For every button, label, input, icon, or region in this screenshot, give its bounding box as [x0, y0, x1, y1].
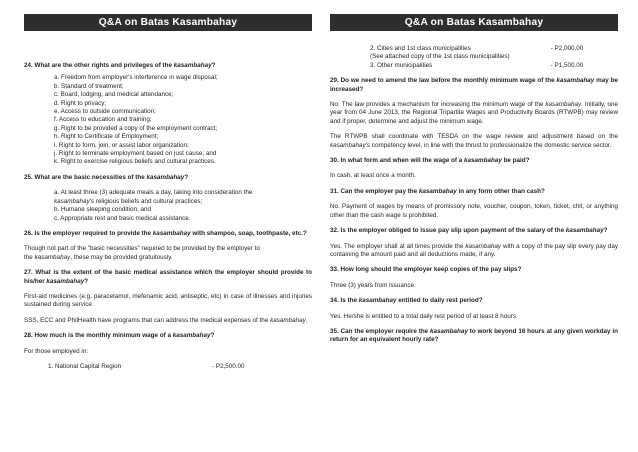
- necessities-list: [24, 189, 312, 223]
- left-banner-title: Q&A on Batas Kasambahay: [24, 14, 312, 31]
- list-item: d. Right to privacy;: [54, 99, 107, 107]
- question-35: 35. Can the employer require the kasambahay to work beyond 16 hours at any given workday in return for an equivalent hourly rate?: [330, 327, 619, 344]
- question-32: 32. Is the employer obliged to issue pay slip upon payment of the salary of the kasambahay?: [330, 227, 608, 235]
- wage-row-ncr: 1. National Capital Region - P2,500.00: [48, 362, 245, 370]
- list-item: h. Right to Certificate of Employment;: [54, 133, 159, 141]
- question-29: 29. Do we need to amend the law before the monthly minimum wage of the kasambahay may be increased?: [330, 77, 618, 93]
- question-24: 24. What are the other rights and privileges of the kasambahay?: [24, 62, 216, 69]
- right-banner-title: Q&A on Batas Kasambahay: [330, 14, 618, 31]
- answer-28: For those employed in:: [24, 347, 89, 355]
- rights-list: [24, 74, 312, 166]
- list-item: f. Access to education and training;: [54, 116, 152, 124]
- list-item: c. Appropriate rest and basic medical assistance.: [54, 214, 191, 222]
- list-item: k. Right to exercise religious beliefs and cultural practices.: [54, 158, 216, 166]
- list-item: i. Right to form, join, or assist labor organization;: [54, 141, 189, 149]
- question-25: 25. What are the basic necessities of the kasambahay?: [24, 173, 189, 181]
- question-28: 28. How much is the monthly minimum wage of a kasambahay?: [24, 332, 215, 340]
- question-33: 33. How long should the employer keep copies of the pay slips?: [330, 266, 522, 274]
- list-item: j. Right to terminate employment based on just cause; and: [54, 150, 217, 158]
- answer-26: Though not part of the "basic necessities" required to be provided by the employer to the kasambahay, these may be provided gratuitously.: [24, 245, 260, 261]
- answer-29-rtwpb: The RTWPB shall coordinate with TESDA on the wage review and adjustment based on the kasambahay's competency level, in line with the thrust to professionalize the domestic service sector.: [330, 133, 618, 149]
- list-item: c. Board, lodging, and medical attendance;: [54, 91, 174, 99]
- right-column: [330, 14, 618, 345]
- list-item: b. Humane sleeping condition; and: [54, 206, 151, 214]
- answer-34: Yes. He/she is entitled to a total daily rest period of at least 8 hours.: [330, 312, 518, 320]
- list-item: kasambahay's religious beliefs and cultural practices;: [54, 197, 203, 205]
- question-30: 30. In what form and when will the wage of a kasambahay be paid?: [330, 157, 530, 165]
- answer-33: Three (3) years from issuance.: [330, 281, 416, 289]
- list-item: e. Access to outside communication;: [54, 108, 156, 116]
- answer-30: In cash, at least once a month.: [330, 172, 416, 180]
- list-item: g. Right to be provided a copy of the employment contract;: [54, 124, 218, 132]
- list-item: b. Standard of treatment;: [54, 82, 124, 90]
- list-item: a. Freedom from employer's interference in wage disposal;: [54, 74, 218, 82]
- question-31: 31. Can the employer pay the kasambahay in any form other than cash?: [330, 187, 545, 195]
- answer-29: No. The law provides a mechanism for increasing the minimum wage of the kasambahay. Initially, one year from 04 June 2013, the Regional Tripartite Wages and Productivity Boards (RTWPB) may review and if proper, determine and adjust the minimum wage.: [330, 101, 618, 125]
- question-27: 27. What is the extent of the basic medical assistance which the employer should provide to his/her kasambahay?: [24, 269, 312, 285]
- wage-row-cities: 2. Cities and 1st class municipalities - P2,000.00: [370, 45, 584, 52]
- answer-32: Yes. The employer shall at all times provide the kasambahay with a copy of the pay slip every pay day containing the amount paid and all deductions made, if any.: [330, 242, 618, 258]
- answer-31: No. Payment of wages by means of promissory note, voucher, coupon, token, ticket, chit, or anything other than the cash wage is prohibited.: [330, 203, 618, 219]
- answer-27-programs: SSS, ECC and PhilHealth have programs that can address the medical expenses of the kasambahay.: [24, 316, 308, 324]
- wage-row-other: 3. Other municipalities - P1,500.00: [370, 61, 584, 69]
- list-item: a. At least three (3) adequate meals a day, taking into consideration the: [54, 189, 253, 197]
- left-column: [24, 14, 312, 371]
- answer-27: First-aid medicines (e.g. paracetamol, mefenamic acid, antiseptic, etc) in case of illnesses and injuries sustained during service.: [24, 292, 312, 309]
- wage-row-note: (See attached copy of the 1st class municipalities): [370, 53, 510, 61]
- question-34: 34. Is the kasambahay entitled to daily rest period?: [330, 297, 483, 305]
- question-26: 26. Is the employer required to provide the kasambahay with shampoo, soap, toothpaste, etc.?: [24, 229, 307, 237]
